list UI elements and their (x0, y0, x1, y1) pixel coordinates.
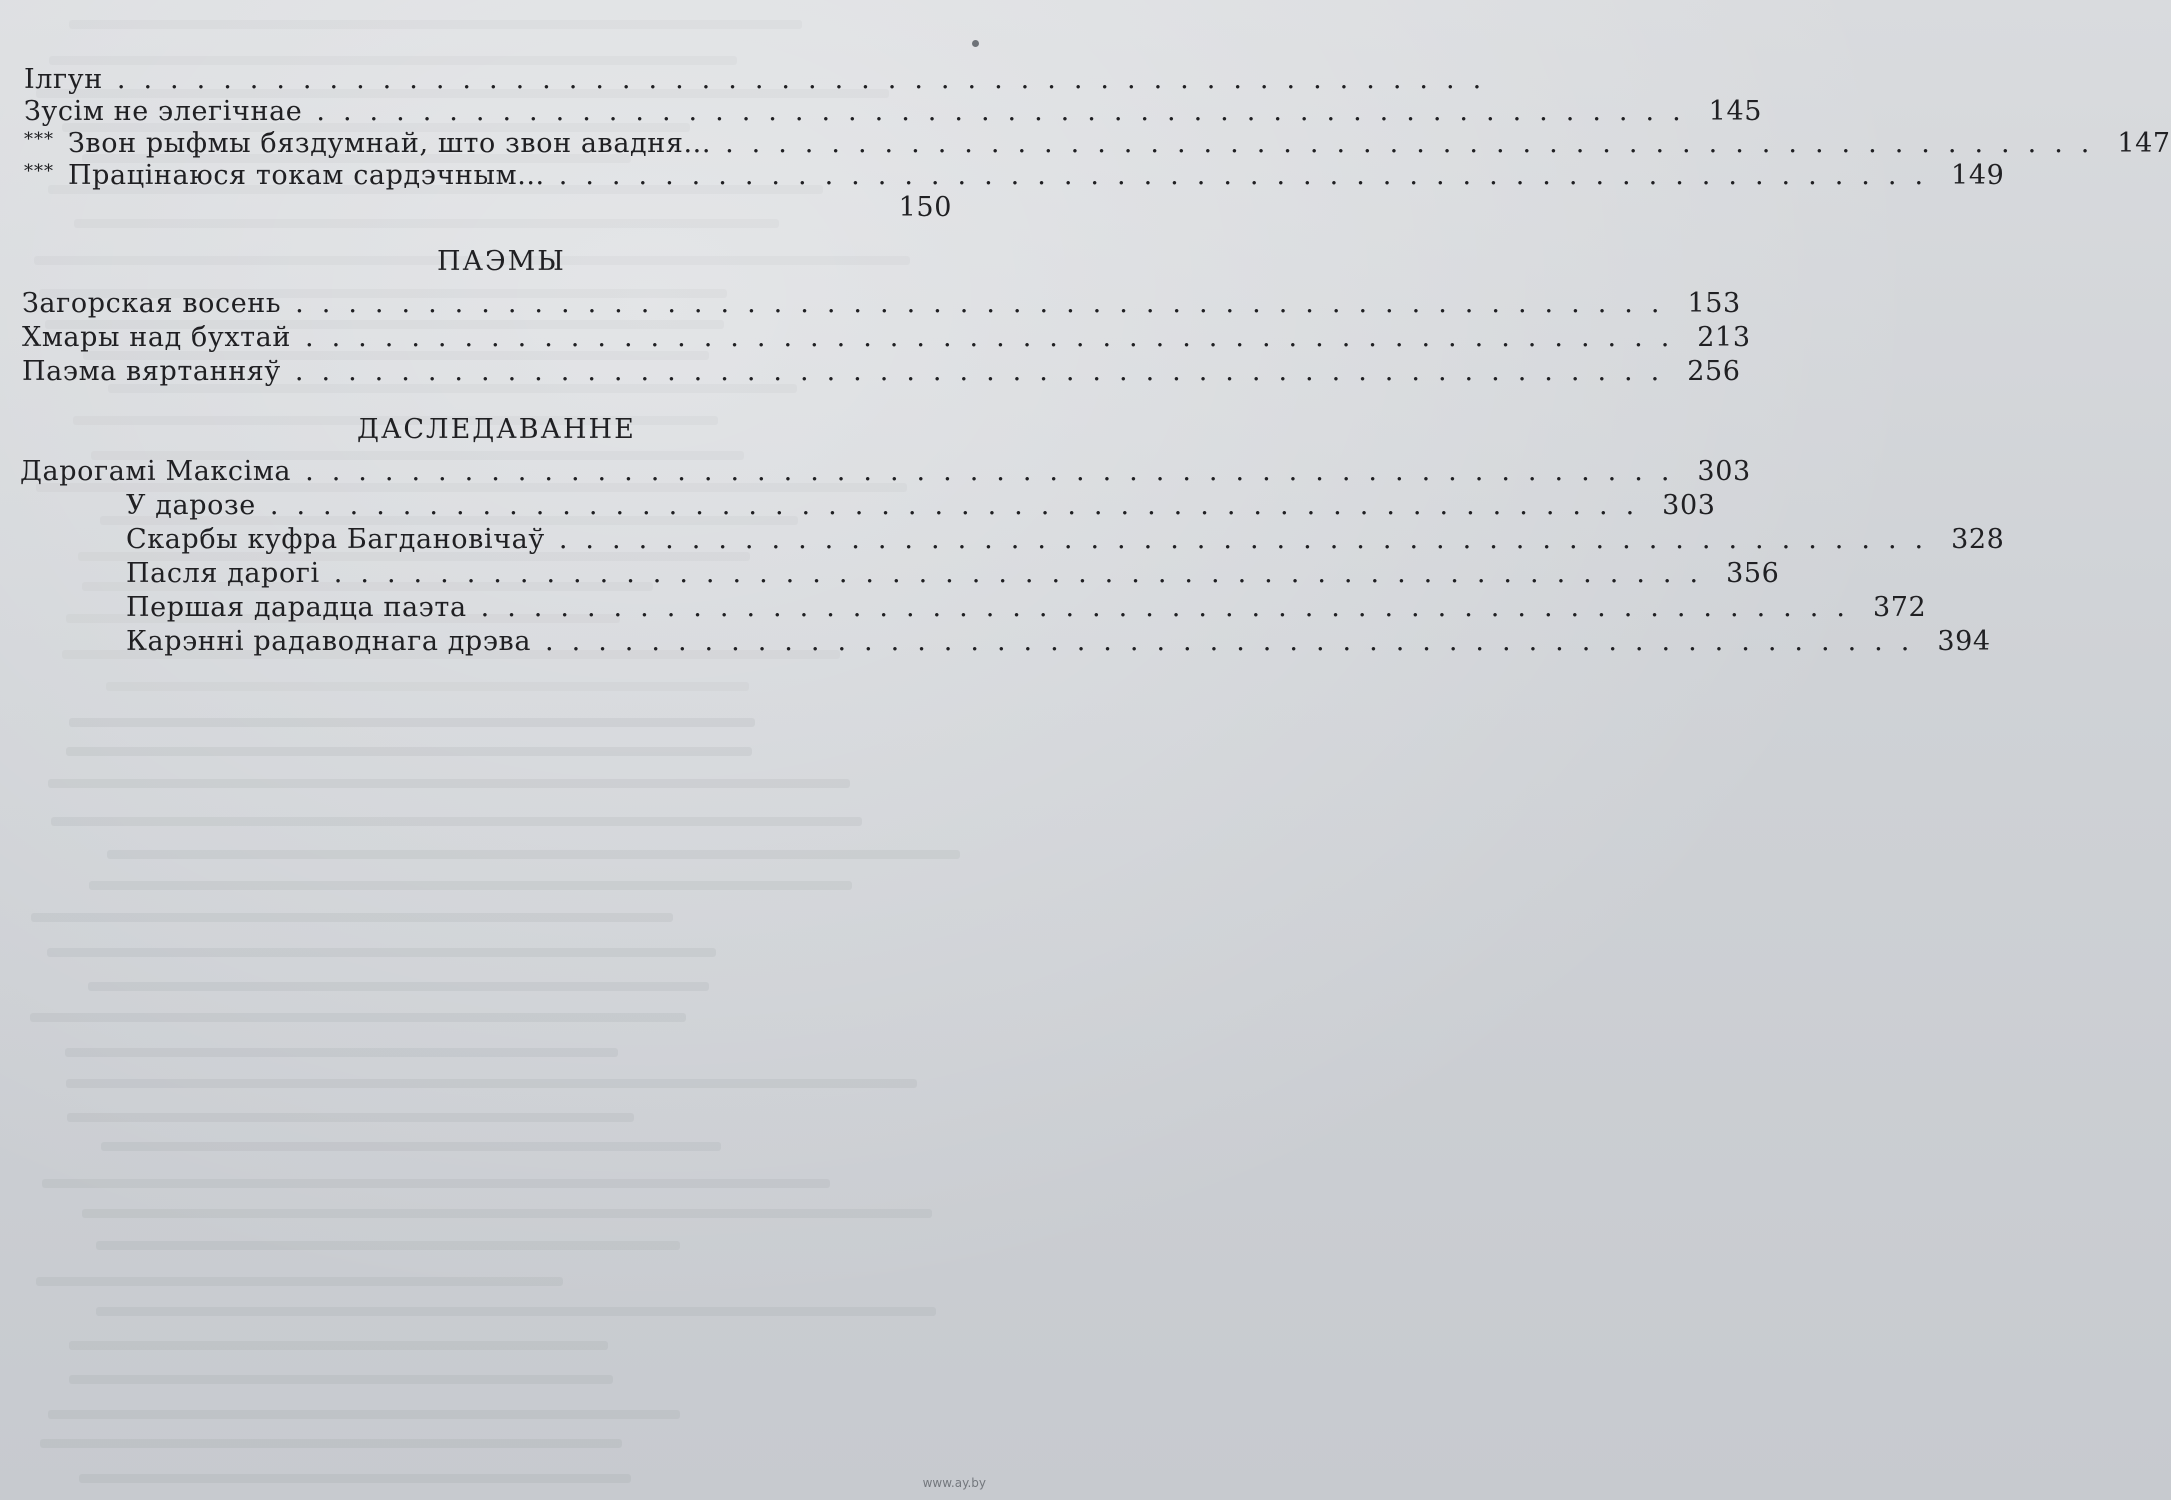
entry-page: 394 (1937, 626, 1991, 657)
entry-title: Ілгун (24, 64, 103, 95)
dot-leader: .................................................... (725, 128, 2108, 159)
toc-subentry (126, 626, 1991, 660)
bleed-through-line (66, 1079, 917, 1088)
bleed-through-line (51, 817, 862, 826)
entry-title: Загорская восень (22, 288, 282, 319)
bleed-through-line (96, 1241, 680, 1250)
bleed-through-line (47, 948, 716, 957)
entry-title: Карэнні радаводнага дрэва (126, 626, 532, 657)
dot-leader: .................................................... (480, 592, 1863, 623)
dot-leader: .................................................... (294, 356, 1678, 387)
entry-title: Працінаюся токам сардэчным... (68, 160, 545, 191)
entry-title: Першая дарадца паэта (126, 592, 467, 623)
entry-page: 153 (1687, 288, 1741, 319)
table-of-contents (0, 0, 2171, 700)
bleed-through-line (89, 881, 852, 890)
bleed-through-line (66, 747, 752, 756)
toc-entry (24, 64, 1500, 98)
bleed-through-line (65, 1048, 618, 1057)
toc-entry (20, 456, 1751, 490)
bleed-through-line (36, 1277, 563, 1286)
toc-entry (24, 160, 2005, 194)
bleed-through-line (101, 1142, 721, 1151)
site-watermark: www.ay.by (922, 1476, 986, 1490)
section-heading: ПАЭМЫ (437, 246, 566, 277)
bleed-through-line (96, 1307, 936, 1316)
toc-subentry (126, 524, 2005, 558)
section-heading: ДАСЛЕДАВАННЕ (357, 414, 636, 445)
toc-subentry (126, 490, 1716, 524)
entry-page: 213 (1697, 322, 1751, 353)
entry-title: Пасля дарогі (126, 558, 320, 589)
entry-page: 303 (1697, 456, 1751, 487)
dot-leader: .................................................... (558, 524, 1942, 555)
bleed-through-line (69, 718, 755, 727)
entry-page: 303 (1662, 490, 1716, 521)
bleed-through-line (82, 1209, 932, 1218)
bleed-through-line (40, 1439, 622, 1448)
dot-leader: .................................................... (269, 490, 1653, 521)
dot-leader: .................................................... (304, 322, 1688, 353)
bleed-through-line (107, 850, 960, 859)
dot-leader: .................................................... (333, 558, 1717, 589)
dot-leader: .................................................... (558, 160, 1942, 191)
bleed-through-line (79, 1474, 631, 1483)
bleed-through-line (88, 982, 709, 991)
toc-entry (24, 128, 2171, 162)
entry-page: 145 (1708, 96, 1763, 127)
entry-page: 372 (1872, 592, 1927, 623)
entry-title: Звон рыфмы бяздумнай, што звон авадня... (68, 128, 712, 159)
bleed-through-line (42, 1179, 830, 1188)
entry-title: Паэма вяртанняў (22, 356, 281, 387)
toc-entry (24, 192, 952, 226)
toc-entry (22, 288, 1741, 322)
toc-subentry (126, 558, 1780, 592)
bleed-through-line (69, 1375, 613, 1384)
asterisks-mark: *** (24, 129, 54, 150)
entry-title: У дарозе (126, 490, 256, 521)
toc-entry (24, 96, 1763, 130)
bleed-through-line (69, 1341, 608, 1350)
dot-leader: .................................................... (295, 288, 1678, 319)
toc-entry (22, 322, 1751, 356)
entry-page: 149 (1951, 160, 2005, 191)
bleed-through-line (30, 1013, 686, 1022)
bleed-through-line (31, 913, 673, 922)
entry-title: Хмары над бухтай (22, 322, 291, 353)
bleed-through-line (48, 779, 850, 788)
dot-leader: .................................................... (305, 456, 1688, 487)
entry-page: 256 (1687, 356, 1741, 387)
dot-leader: .................................................... (545, 626, 1928, 657)
entry-title: Дарогамі Максіма (20, 456, 292, 487)
entry-page: 328 (1951, 524, 2005, 555)
entry-title: Зусім не элегічнае (24, 96, 303, 127)
entry-page: 147 (2117, 128, 2171, 159)
entry-page: 356 (1726, 558, 1780, 589)
entry-page: 150 (898, 192, 952, 223)
bleed-through-line (48, 1410, 680, 1419)
toc-entry (22, 356, 1741, 390)
bleed-through-line (67, 1113, 634, 1122)
dot-leader: .................................................... (316, 96, 1699, 127)
dot-leader: .................................................... (116, 64, 1500, 95)
asterisks-mark: *** (24, 161, 54, 182)
toc-subentry (126, 592, 1927, 626)
entry-title: Скарбы куфра Багдановічаў (126, 524, 545, 555)
